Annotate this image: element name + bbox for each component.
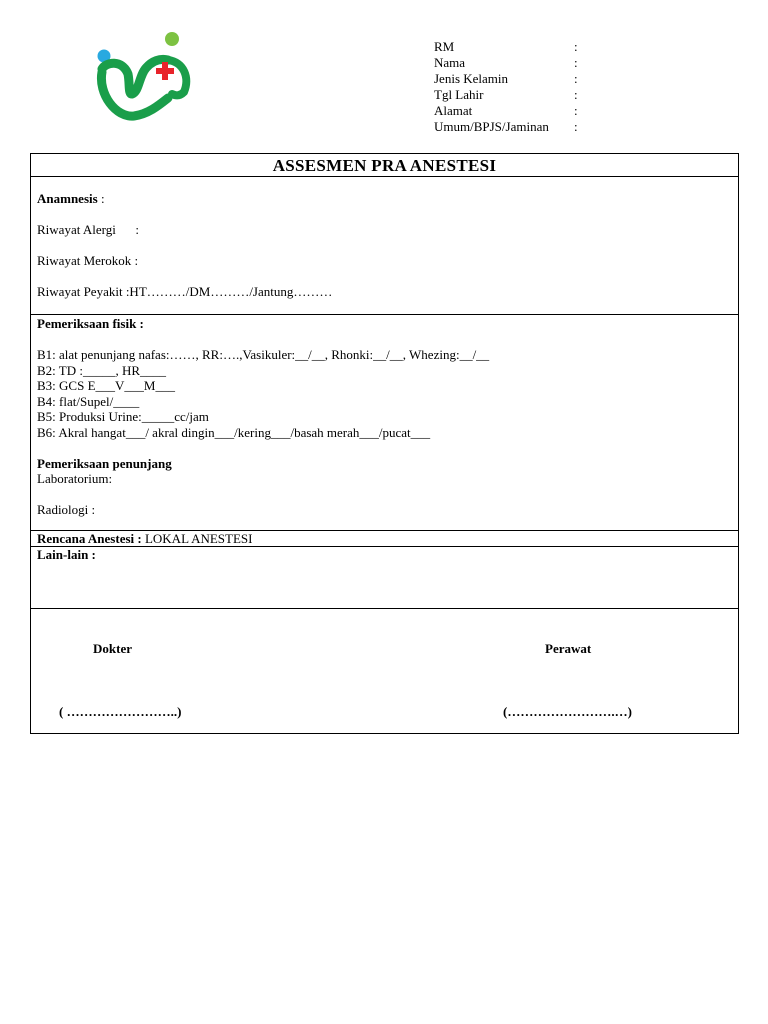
dokter-signature-line: ( ……………………..) (59, 704, 182, 719)
field-colon: : (574, 55, 578, 70)
field-label: Alamat (434, 103, 473, 118)
patient-field-rm (434, 39, 594, 55)
riwayat-merokok: Riwayat Merokok : (37, 253, 139, 268)
field-colon: : (574, 103, 578, 118)
rencana-anestesi-label: Rencana Anestesi : (37, 531, 142, 546)
field-label: Umum/BPJS/Jaminan (434, 119, 549, 134)
rencana-anestesi-section (31, 531, 738, 547)
field-colon: : (574, 39, 578, 54)
b4-line: B4: flat/Supel/____ (37, 393, 140, 409)
radiologi-line: Radiologi : (37, 502, 96, 517)
field-label: RM (434, 39, 455, 54)
field-colon: : (574, 71, 578, 86)
rencana-anestesi-value: LOKAL ANESTESI (141, 531, 253, 546)
pemeriksaan-fisik-heading: Pemeriksaan fisik : (37, 316, 144, 331)
assessment-form (30, 153, 739, 734)
anamnesis-heading (37, 191, 732, 207)
field-label: Tgl Lahir (434, 87, 484, 102)
anamnesis-section (31, 177, 738, 315)
patient-field-tgl-lahir (434, 87, 594, 103)
riwayat-penyakit: Riwayat Peyakit :HT………/DM………/Jantung……… (37, 284, 333, 299)
dokter-label: Dokter (93, 641, 132, 656)
field-colon: : (574, 119, 578, 134)
b2-line: B2: TD :_____, HR____ (37, 362, 167, 378)
signature-section (31, 609, 738, 733)
patient-field-jenis-kelamin (434, 71, 594, 87)
laboratorium-line: Laboratorium: (37, 471, 113, 486)
patient-field-alamat (434, 103, 594, 119)
b6-line: B6: Akral hangat___/ akral dingin___/kering___/basah merah___/pucat___ (37, 424, 431, 440)
lain-lain-label: Lain-lain : (37, 547, 96, 562)
anamnesis-label: Anamnesis (37, 191, 98, 206)
lain-lain-section (31, 547, 738, 609)
perawat-signature-line: (…………………….…) (503, 704, 632, 719)
hospital-logo-icon (94, 32, 194, 122)
field-colon: : (574, 87, 578, 102)
perawat-label: Perawat (545, 641, 592, 656)
form-title: ASSESMEN PRA ANESTESI (31, 154, 738, 177)
pemeriksaan-penunjang-heading: Pemeriksaan penunjang (37, 455, 172, 471)
field-label: Jenis Kelamin (434, 71, 509, 86)
b1-line: B1: alat penunjang nafas:……, RR:….,Vasikuler:__/__, Rhonki:__/__, Whezing:__/__ (37, 347, 490, 362)
pemeriksaan-fisik-section (31, 315, 738, 531)
b5-line: B5: Produksi Urine:_____cc/jam (37, 409, 209, 424)
patient-field-nama (434, 55, 594, 71)
b3-line: B3: GCS E___V___M___ (37, 378, 175, 393)
patient-field-jaminan (434, 119, 594, 135)
anamnesis-colon: : (97, 191, 105, 206)
riwayat-alergi: Riwayat Alergi : (37, 222, 139, 237)
patient-info-block (434, 39, 594, 135)
field-label: Nama (434, 55, 466, 70)
rencana-anestesi-row (37, 531, 732, 546)
